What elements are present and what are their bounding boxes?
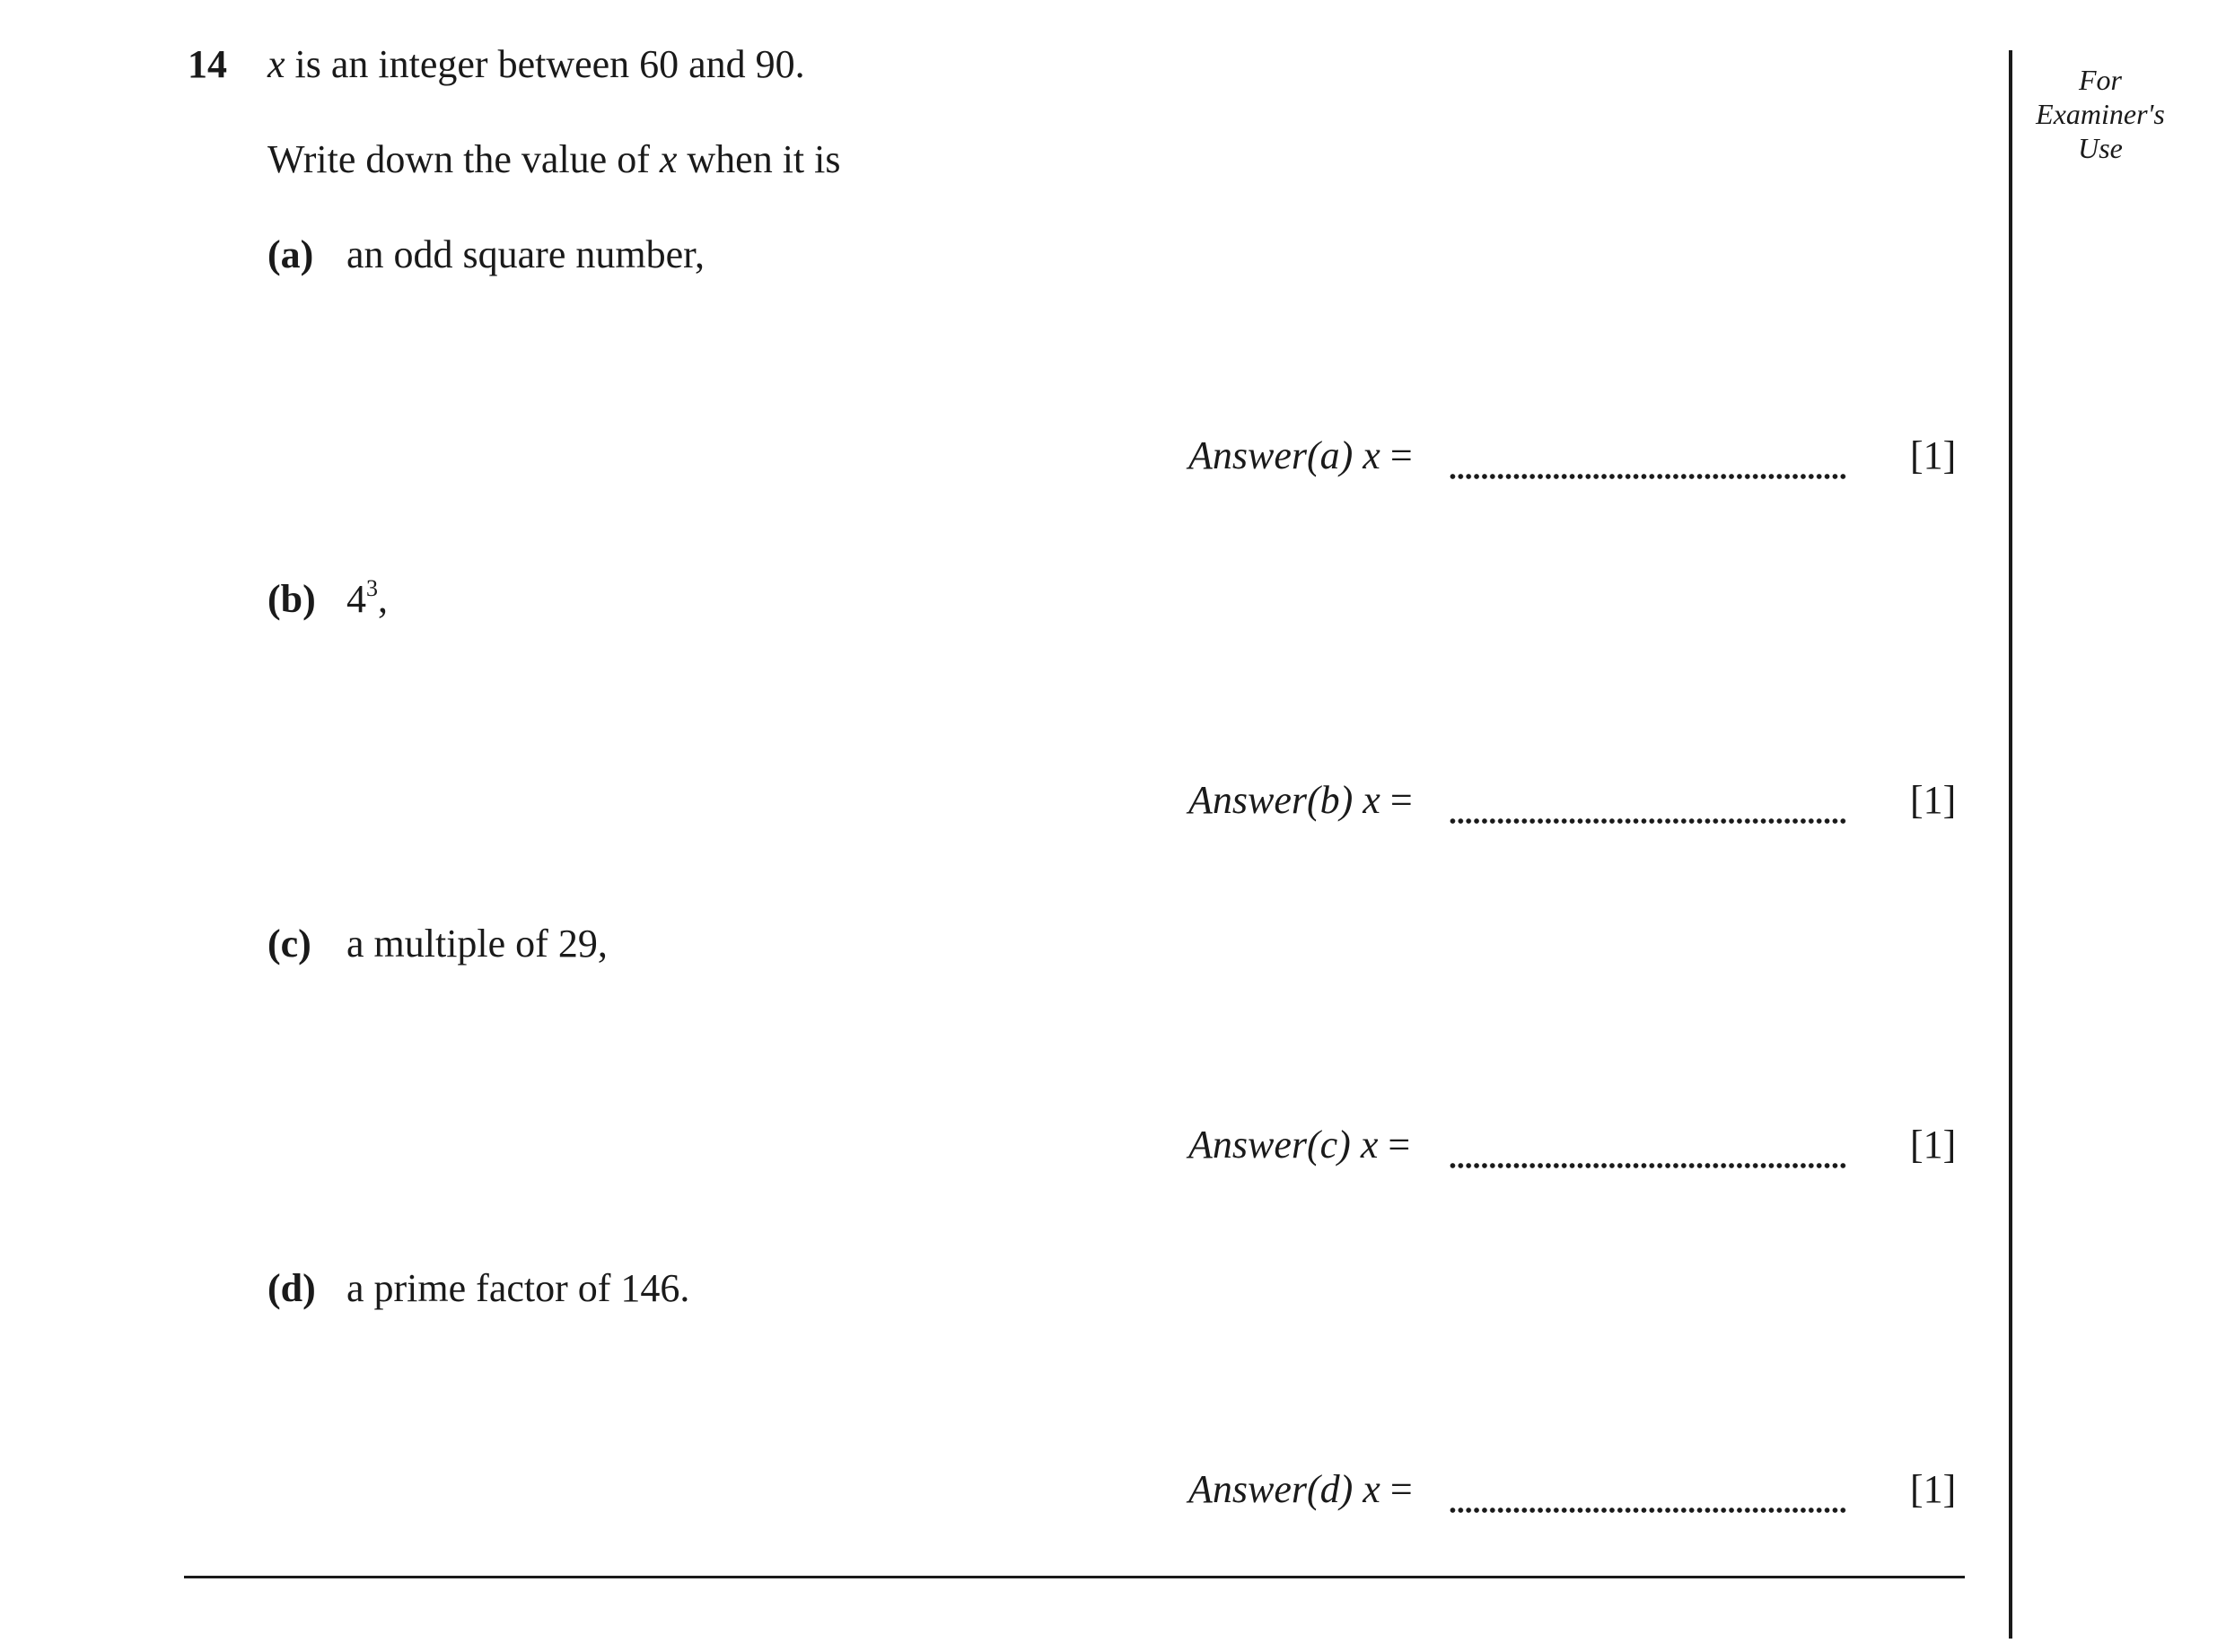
answer-b-label: Answer(b) x xyxy=(1188,778,1380,822)
answer-a-marks: [1] xyxy=(1910,433,1957,477)
answer-d-field[interactable] xyxy=(1449,1507,1847,1514)
question-number: 14 xyxy=(188,42,227,86)
part-b-label: (b) xyxy=(267,577,316,621)
stem-line2-pre: Write down the value of xyxy=(267,137,660,181)
answer-a-field[interactable] xyxy=(1449,473,1847,480)
examiner-line3: Use xyxy=(2078,132,2123,164)
stem-text: is an integer between 60 and 90. xyxy=(285,42,805,86)
question-stem-line1 xyxy=(267,38,805,92)
part-b-exponent: 3 xyxy=(366,575,378,601)
examiner-use-label xyxy=(2025,63,2176,165)
answer-b-equals: = xyxy=(1380,778,1413,822)
stem-variable: x xyxy=(267,42,285,86)
answer-b-prompt xyxy=(1188,774,1413,827)
part-a-text: an odd square number, xyxy=(346,232,705,276)
part-b-base: 4 xyxy=(346,577,366,621)
answer-c-label: Answer(c) x xyxy=(1188,1123,1379,1167)
examiner-line2: Examiner's xyxy=(2036,98,2165,130)
part-b xyxy=(267,573,388,626)
answer-c-prompt xyxy=(1188,1118,1410,1172)
answer-a-label: Answer(a) x xyxy=(1188,433,1380,477)
answer-a-equals: = xyxy=(1380,433,1413,477)
part-d-text: a prime factor of 146. xyxy=(346,1266,690,1310)
answer-b-field[interactable] xyxy=(1449,817,1847,825)
answer-d-equals: = xyxy=(1380,1467,1413,1511)
part-c-text: a multiple of 29, xyxy=(346,922,608,966)
part-d xyxy=(267,1262,689,1315)
stem-line2-post: when it is xyxy=(677,137,841,181)
part-c-label: (c) xyxy=(267,922,311,966)
answer-d-prompt xyxy=(1188,1463,1413,1517)
question-end-rule xyxy=(184,1576,1965,1578)
part-d-label: (d) xyxy=(267,1266,316,1310)
examiner-line1: For xyxy=(2079,64,2122,96)
answer-c-field[interactable] xyxy=(1449,1162,1847,1169)
part-a xyxy=(267,228,705,282)
part-a-label: (a) xyxy=(267,232,314,276)
stem-line2-variable: x xyxy=(659,137,678,181)
answer-d-marks: [1] xyxy=(1910,1467,1957,1511)
answer-a-prompt xyxy=(1188,429,1413,483)
answer-b-marks: [1] xyxy=(1910,778,1957,822)
answer-c-equals: = xyxy=(1378,1123,1411,1167)
examiner-margin-divider xyxy=(2009,50,2012,1639)
part-b-suffix: , xyxy=(378,577,388,621)
answer-d-label: Answer(d) x xyxy=(1188,1467,1380,1511)
part-c xyxy=(267,917,608,971)
question-stem-line2 xyxy=(267,133,841,187)
answer-c-marks: [1] xyxy=(1910,1123,1957,1167)
